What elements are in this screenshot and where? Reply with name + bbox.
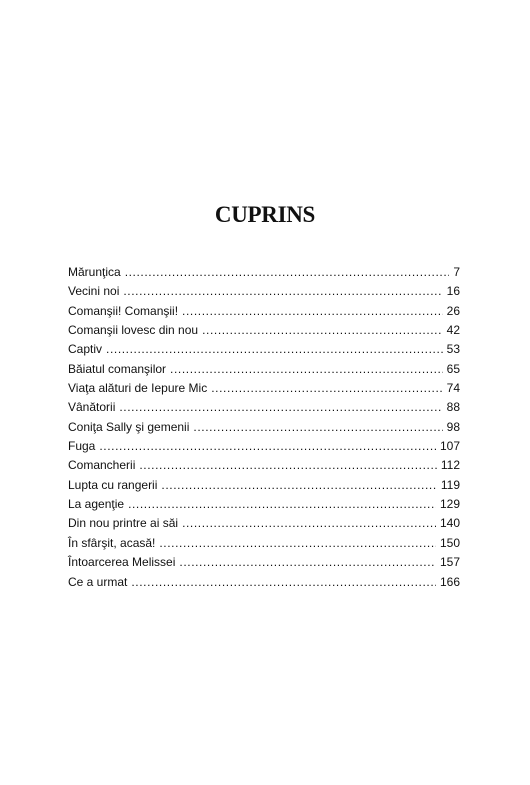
page-title: CUPRINS xyxy=(214,202,316,227)
toc-entry xyxy=(68,495,460,514)
dot-leader xyxy=(139,456,437,475)
toc-entry xyxy=(68,302,460,321)
dot-leader xyxy=(211,379,442,398)
dot-leader xyxy=(159,534,436,553)
toc-entry-title: Ce a urmat xyxy=(68,574,128,589)
dot-leader xyxy=(99,437,436,456)
dot-leader xyxy=(123,282,442,301)
toc-entry-title: Mărunţica xyxy=(68,265,121,279)
toc-entry-title: Coniţa Sally şi gemenii xyxy=(68,419,190,434)
toc-entry xyxy=(68,321,460,340)
toc-entry-page-number: 42 xyxy=(446,323,460,338)
dot-leader xyxy=(125,263,450,282)
toc-entry-page-number: 157 xyxy=(439,555,460,570)
toc-entry xyxy=(68,553,460,572)
toc-entry xyxy=(68,573,460,592)
dot-leader xyxy=(202,321,443,340)
dot-leader xyxy=(106,340,443,359)
toc-entry xyxy=(68,534,460,553)
toc-entry-title: Întoarcerea Melissei xyxy=(68,555,176,570)
toc-entry-page-number: 119 xyxy=(440,477,460,492)
toc-entry-page-number: 140 xyxy=(439,516,460,531)
toc-entry xyxy=(68,476,460,495)
toc-entry-page-number: 107 xyxy=(439,439,460,454)
toc-entry-page-number: 53 xyxy=(446,342,460,357)
dot-leader xyxy=(179,553,436,572)
toc-entry-page-number: 150 xyxy=(439,535,460,550)
dot-leader xyxy=(131,573,436,592)
toc-entry-title: Comanşii! Comanşii! xyxy=(68,303,179,318)
toc-entry xyxy=(68,514,460,533)
dot-leader xyxy=(170,360,443,379)
toc-entry-title: Comancherii xyxy=(68,458,136,473)
toc-entry-title: Fuga xyxy=(68,439,96,454)
dot-leader xyxy=(193,418,442,437)
toc-entry-title: Captiv xyxy=(68,342,103,357)
toc-entry-title: Lupta cu rangerii xyxy=(68,477,158,492)
toc-entry xyxy=(68,418,460,437)
toc-entry-title: În sfârşit, acasă! xyxy=(68,535,156,550)
table-of-contents xyxy=(68,263,460,592)
toc-entry-page-number: 74 xyxy=(446,381,460,396)
toc-entry-page-number: 112 xyxy=(440,458,460,473)
toc-entry-page-number: 7 xyxy=(453,265,460,279)
dot-leader xyxy=(182,514,436,533)
toc-entry-title: Băiatul comanşilor xyxy=(68,361,167,376)
toc-entry-title: Comanşii lovesc din nou xyxy=(68,323,199,338)
dot-leader xyxy=(182,302,443,321)
toc-entry xyxy=(68,437,460,456)
toc-entry-page-number: 98 xyxy=(446,419,460,434)
toc-entry-title: Din nou printre ai săi xyxy=(68,516,179,531)
toc-entry-page-number: 166 xyxy=(439,574,460,589)
toc-entry-page-number: 65 xyxy=(446,361,460,376)
toc-entry xyxy=(68,360,460,379)
dot-leader xyxy=(119,398,442,417)
toc-entry xyxy=(68,340,460,359)
toc-entry xyxy=(68,282,460,301)
toc-entry-title: Vânătorii xyxy=(68,400,116,415)
toc-entry-title: La agenţie xyxy=(68,497,125,512)
toc-entry-page-number: 26 xyxy=(446,303,460,318)
dot-leader xyxy=(128,495,436,514)
toc-entry-page-number: 88 xyxy=(446,400,460,415)
toc-entry xyxy=(68,263,460,282)
toc-entry-page-number: 129 xyxy=(439,497,460,512)
toc-entry xyxy=(68,398,460,417)
toc-entry-page-number: 16 xyxy=(446,284,460,299)
dot-leader xyxy=(161,476,436,495)
toc-entry xyxy=(68,379,460,398)
toc-entry xyxy=(68,456,460,475)
toc-entry-title: Vecini noi xyxy=(68,284,120,299)
toc-entry-title: Viaţa alături de Iepure Mic xyxy=(68,381,208,396)
